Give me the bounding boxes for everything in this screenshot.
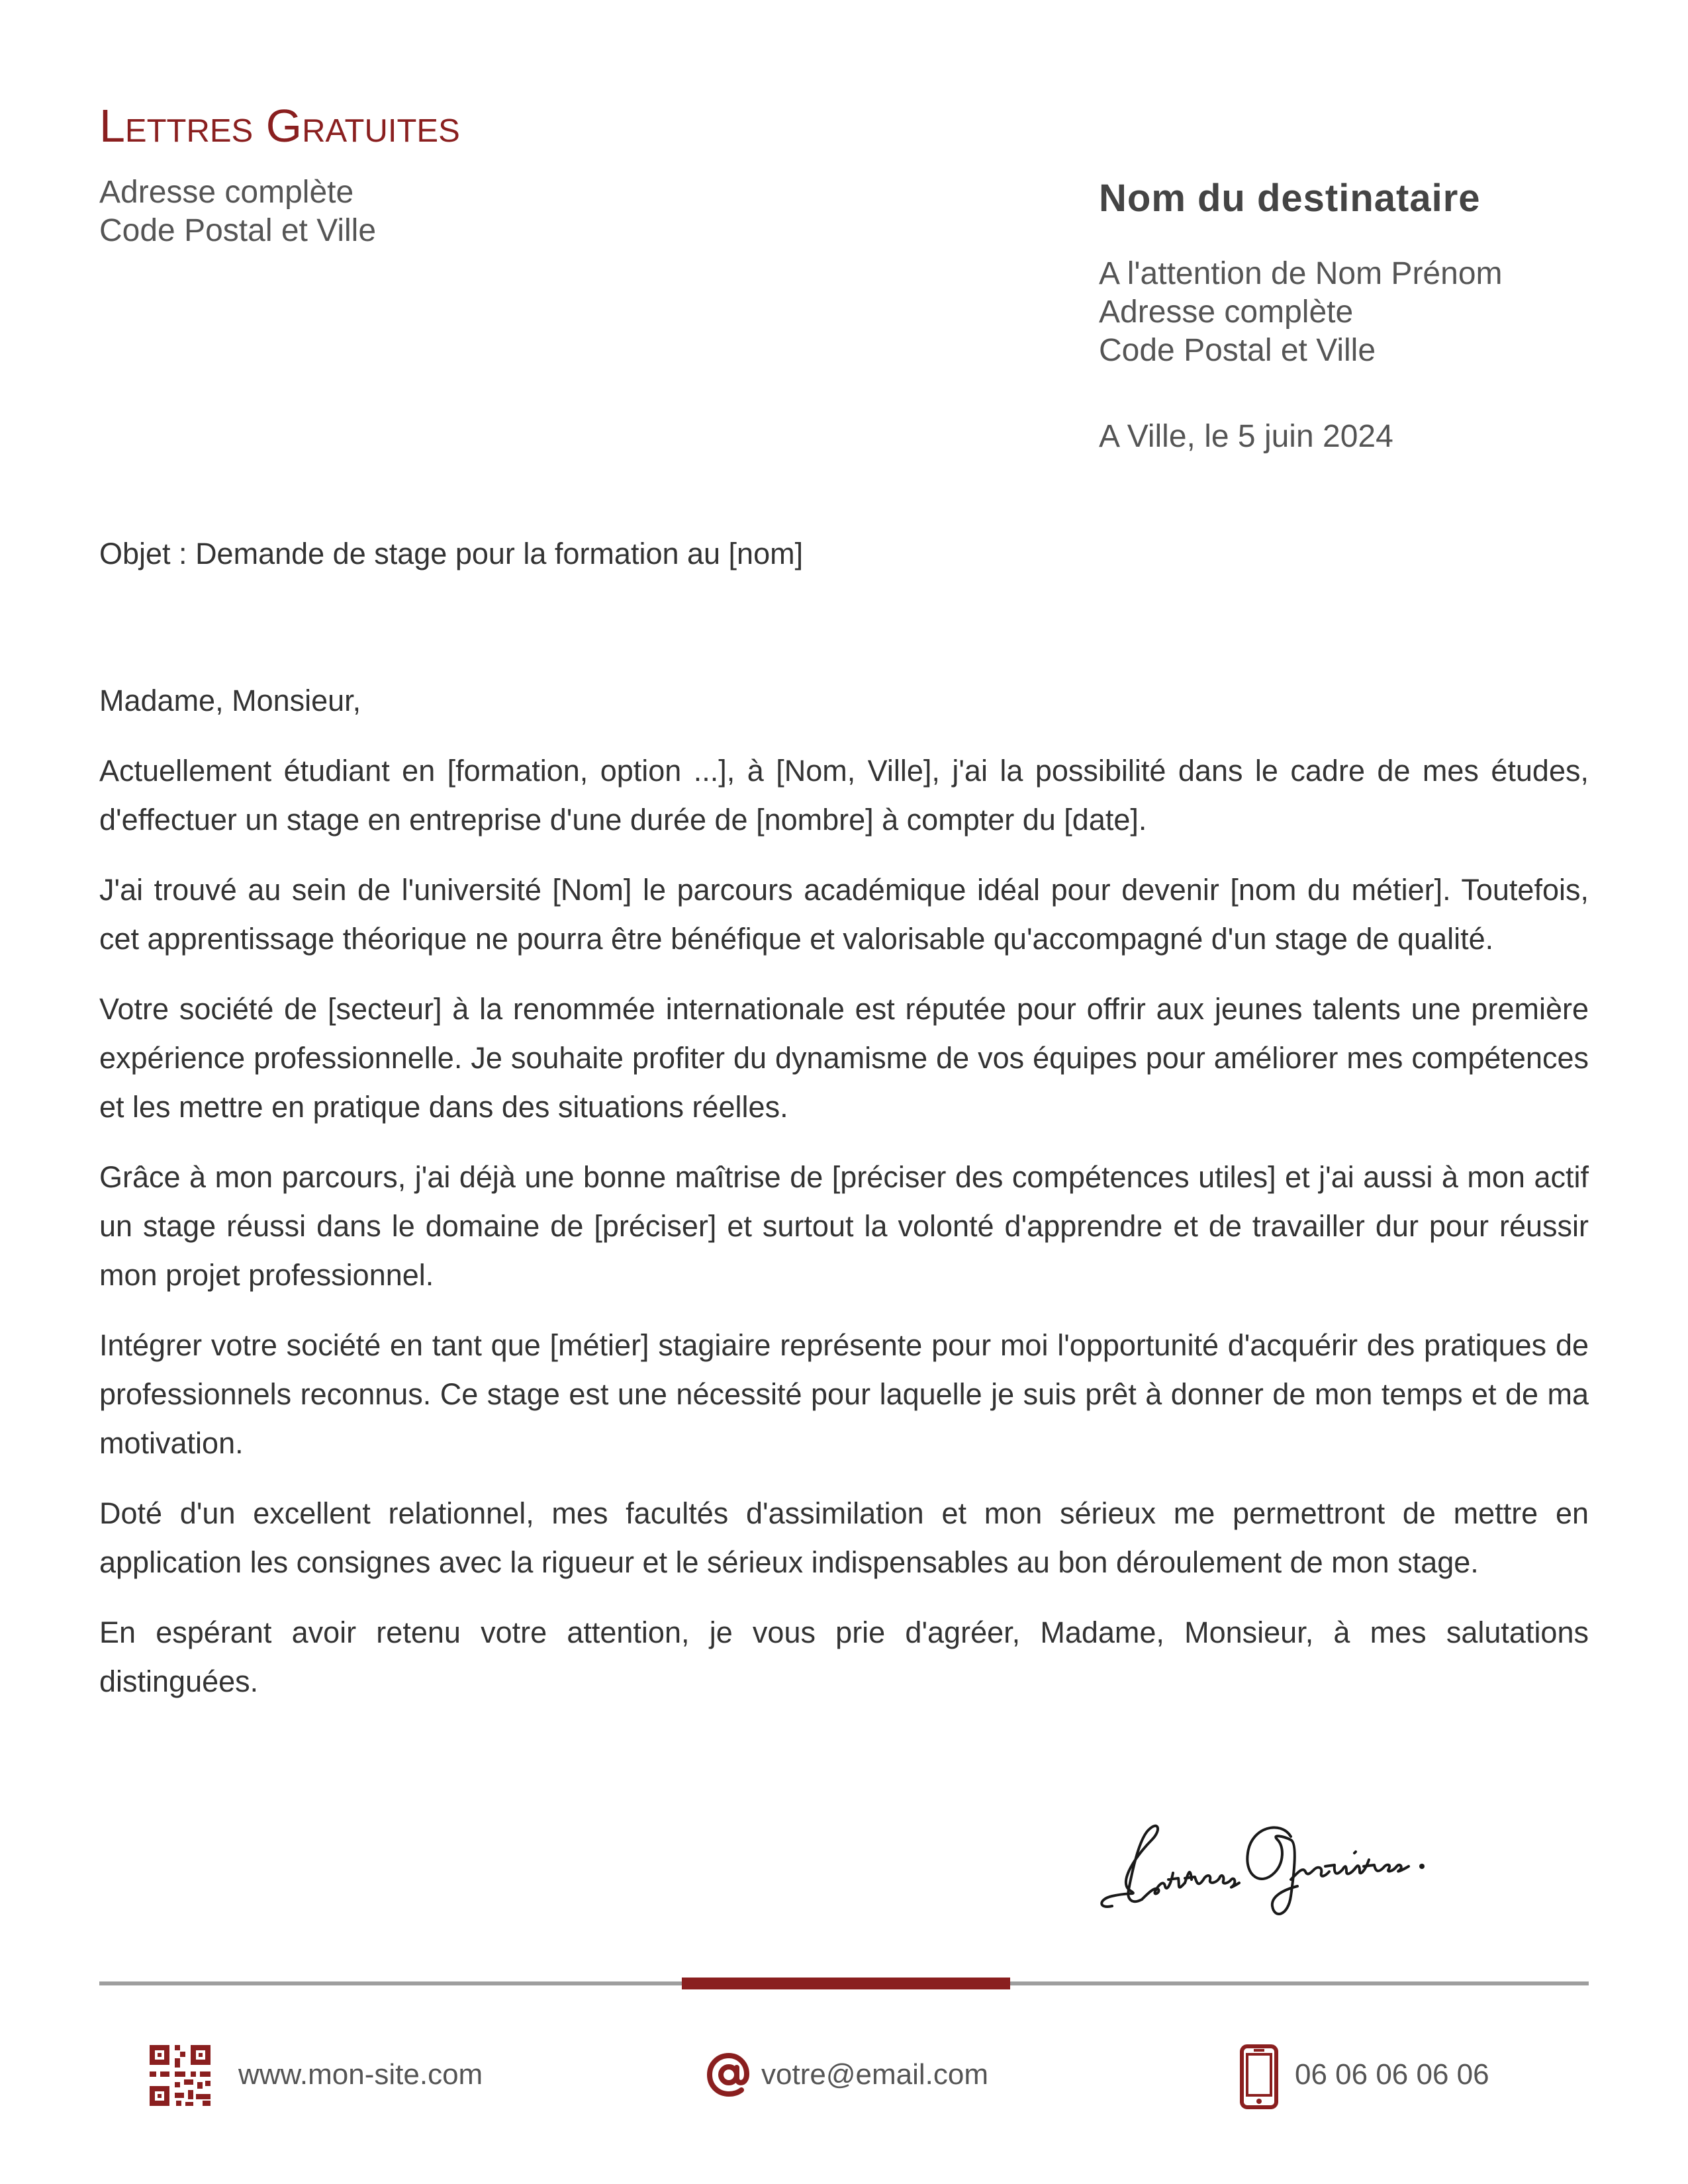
qr-code-icon xyxy=(150,2045,211,2106)
sender-address-line1: Adresse complète xyxy=(99,175,354,210)
signature-image xyxy=(1092,1774,1463,1926)
letter-paragraph: Intégrer votre société en tant que [métier] stagiaire représente pour moi l'opportunité d'acquérir des pratiques de professionnels reconnus. Ce stage est une nécessité pour laquelle je suis prêt à donner de mon temps et de ma motivation. xyxy=(99,1328,1589,1460)
letter-paragraph: Votre société de [secteur] à la renommée internationale est réputée pour offrir aux jeunes talents une première expérience professionnelle. Je souhaite profiter du dynamisme de vos équipes pour améliorer mes compétences et les mettre en pratique dans des situations réelles. xyxy=(99,992,1589,1124)
sender-brand: Lettres Gratuites xyxy=(99,100,460,152)
at-sign-icon xyxy=(706,2052,752,2098)
recipient-attention: A l'attention de Nom Prénom xyxy=(1099,256,1503,291)
letter-paragraph: Actuellement étudiant en [formation, option ...], à [Nom, Ville], j'ai la possibilité dans le cadre de mes études, d'effectuer un stage en entreprise d'une durée de [nombre] à compter du [date]. xyxy=(99,754,1589,837)
letter-body xyxy=(99,676,1589,1727)
footer-website[interactable]: www.mon-site.com xyxy=(238,2058,483,2091)
sender-address-line2: Code Postal et Ville xyxy=(99,213,377,248)
recipient-block xyxy=(1099,175,1628,456)
letter-paragraph: En espérant avoir retenu votre attention, je vous prie d'agréer, Madame, Monsieur, à mes salutations distinguées. xyxy=(99,1615,1589,1698)
recipient-address-line2: Code Postal et Ville xyxy=(1099,333,1376,368)
recipient-address-line1: Adresse complète xyxy=(1099,295,1354,330)
footer-email[interactable]: votre@email.com xyxy=(761,2058,988,2091)
letter-greeting: Madame, Monsieur, xyxy=(99,684,361,717)
recipient-address xyxy=(1099,255,1628,370)
sender-address xyxy=(99,173,376,250)
letter-paragraph: Grâce à mon parcours, j'ai déjà une bonne maîtrise de [préciser des compétences utiles] et j'ai aussi à mon actif un stage réussi dans le domaine de [préciser] et surtout la volonté d'apprendre et de travailler dur pour réussir mon projet professionnel. xyxy=(99,1160,1589,1292)
letter-paragraph: J'ai trouvé au sein de l'université [Nom] le parcours académique idéal pour devenir [nom du métier]. Toutefois, cet apprentissage théorique ne pourra être bénéfique et valorisable qu'accompagné d'un stage de qualité. xyxy=(99,873,1589,956)
letter-paragraph: Doté d'un excellent relationnel, mes facultés d'assimilation et mon sérieux me permettront de mettre en application les consignes avec la rigueur et le sérieux indispensables au bon déroulement de mon stage. xyxy=(99,1496,1589,1579)
recipient-name: Nom du destinataire xyxy=(1099,177,1481,220)
letter-date: A Ville, le 5 juin 2024 xyxy=(1099,419,1393,454)
letter-subject: Objet : Demande de stage pour la formation au [nom] xyxy=(99,537,804,570)
mobile-phone-icon xyxy=(1239,2044,1279,2110)
footer-phone[interactable]: 06 06 06 06 06 xyxy=(1295,2058,1489,2091)
footer-divider-accent xyxy=(682,1978,1010,1989)
